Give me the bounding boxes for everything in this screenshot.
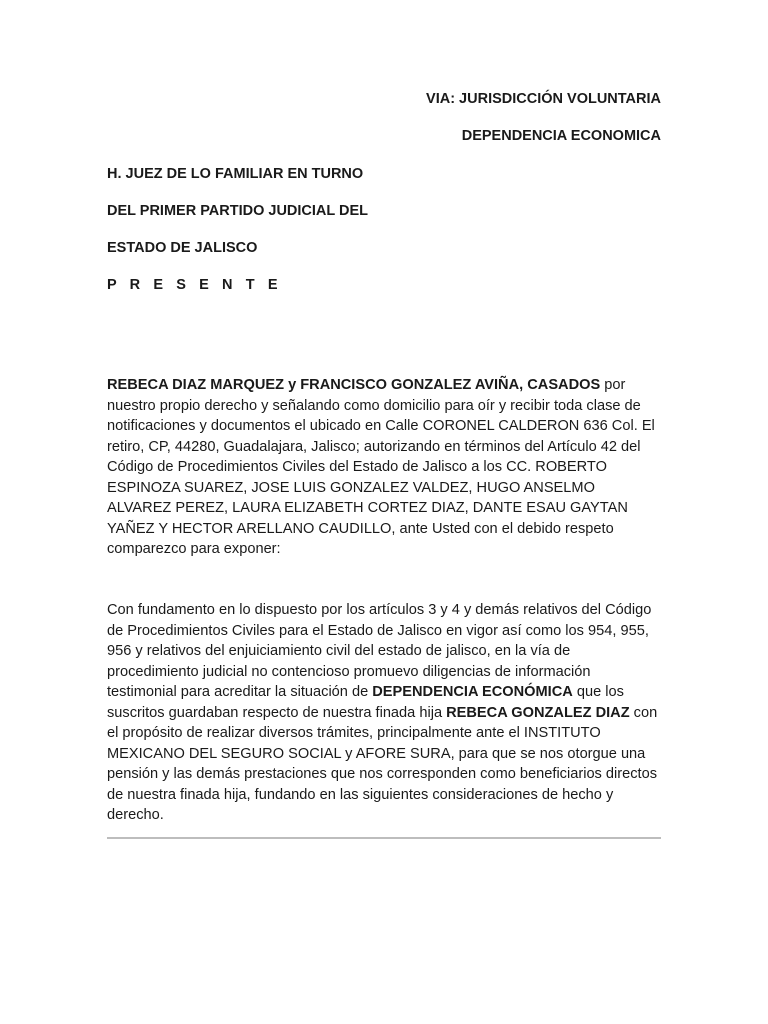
via-heading: VIA: JURISDICCIÓN VOLUNTARIA [426, 91, 661, 107]
page-divider [107, 837, 661, 839]
addressee-line-3: ESTADO DE JALISCO [107, 240, 258, 256]
dependencia-economica-bold: DEPENDENCIA ECONÓMICA [372, 684, 573, 700]
petitioners-names: REBECA DIAZ MARQUEZ y FRANCISCO GONZALEZ AVIÑA, CASADOS [107, 377, 601, 393]
presente-line: P R E S E N T E [107, 277, 283, 293]
paragraph-fundamento [107, 600, 661, 826]
paragraph-2-part-2: que los suscritos guardaban respecto de nuestra finada hija [107, 684, 624, 721]
tipo-heading: DEPENDENCIA ECONOMICA [461, 128, 661, 144]
paragraph-comparecencia [107, 375, 661, 560]
daughter-name-bold: REBECA GONZALEZ DIAZ [446, 704, 630, 721]
addressee-line-2: DEL PRIMER PARTIDO JUDICIAL DEL [107, 203, 369, 219]
paragraph-2-part-3: con el propósito de realizar diversos trámites, principalmente ante el INSTITUTO MEXICANO DEL SEGURO SOCIAL y AFORE SURA, para que se nos otorgue una pensión y las demás prestaciones que nos corresponden como beneficiarios directos de nuestra finada hija, fundando en las siguientes consideraciones de hecho y derecho. [107, 704, 658, 823]
paragraph-2-part-1: Con fundamento en lo dispuesto por los artículos 3 y 4 y demás relativos del Código de Procedimientos Civiles para el Estado de Jalisco en vigor así como los 954, 955, 956 y relativos del enjuiciamiento civil del estado de jalisco, en la vía de procedimiento judicial no contencioso promuevo diligencias de información testimonial para acreditar la situación de [107, 602, 652, 700]
addressee-line-1: H. JUEZ DE LO FAMILIAR EN TURNO [107, 166, 364, 182]
paragraph-1-text: por nuestro propio derecho y señalando como domicilio para oír y recibir toda clase de notificaciones y documentos el ubicado en Calle CORONEL CALDERON 636 Col. El retiro, CP, 44280, Guadalajara, Jalisco; autorizando en términos del Artículo 42 del Código de Procedimientos Civiles del Estado de Jalisco a los CC. ROBERTO ESPINOZA SUAREZ, JOSE LUIS GONZALEZ VALDEZ, HUGO ANSELMO ALVAREZ PEREZ, LAURA ELIZABETH CORTEZ DIAZ, DANTE ESAU GAYTAN YAÑEZ Y HECTOR ARELLANO CAUDILLO, ante Usted con el debido respeto comparezco para exponer: [107, 377, 655, 557]
